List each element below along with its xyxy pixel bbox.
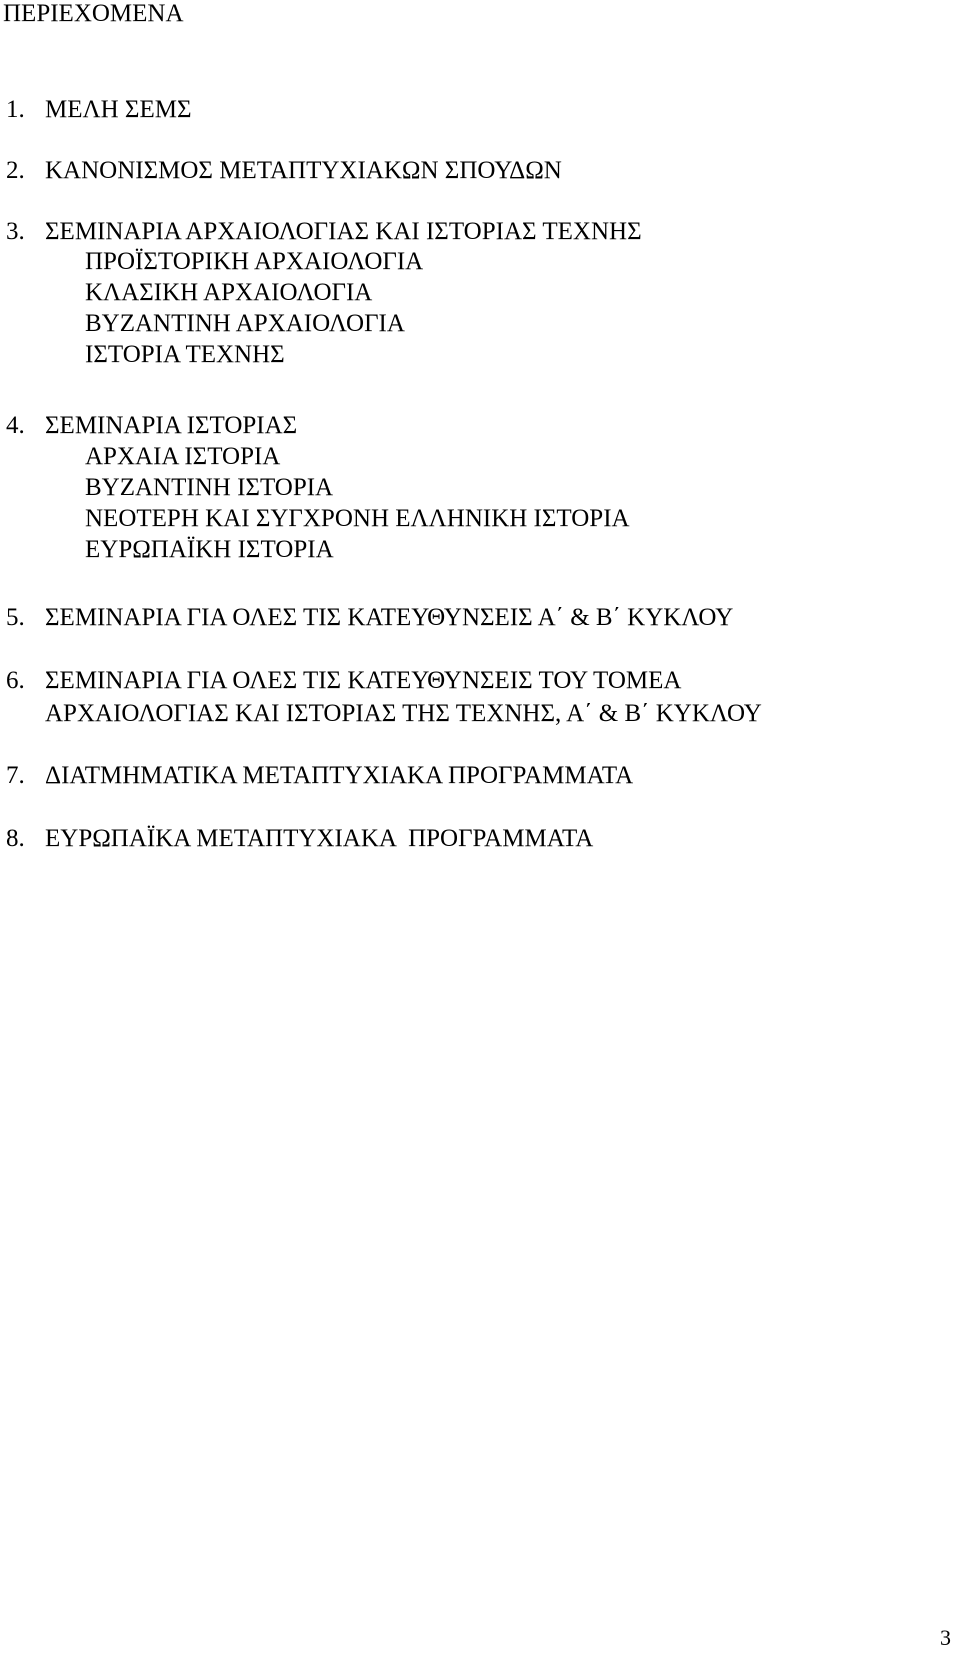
toc-entry-number: 8.	[6, 825, 25, 852]
toc-entry-number: 3.	[6, 218, 25, 245]
toc-entry-title: ΣΕΜΙΝΑΡΙΑ ΙΣΤΟΡΙΑΣ	[45, 412, 298, 439]
toc-entry-number: 5.	[6, 604, 25, 631]
toc-subitem: ΝΕΟΤΕΡΗ ΚΑΙ ΣΥΓΧΡΟΝΗ ΕΛΛΗΝΙΚΗ ΙΣΤΟΡΙΑ	[85, 505, 630, 532]
toc-entry-title: ΕΥΡΩΠΑΪΚΑ ΜΕΤΑΠΤΥΧΙΑΚΑ ΠΡΟΓΡΑΜΜΑΤΑ	[45, 825, 594, 852]
toc-entry-number: 7.	[6, 762, 25, 789]
toc-subitem: ΑΡΧΑΙΑ ΙΣΤΟΡΙΑ	[85, 443, 281, 470]
toc-subitem: ΕΥΡΩΠΑΪΚΗ ΙΣΤΟΡΙΑ	[85, 536, 334, 563]
toc-subitem: ΚΛΑΣΙΚΗ ΑΡΧΑΙΟΛΟΓΙΑ	[85, 279, 373, 306]
toc-subitem: ΒΥΖΑΝΤΙΝΗ ΑΡΧΑΙΟΛΟΓΙΑ	[85, 310, 405, 337]
toc-entry-number: 4.	[6, 412, 25, 439]
toc-heading: ΠΕΡΙΕΧΟΜΕΝΑ	[3, 0, 184, 27]
toc-entry-number: 1.	[6, 96, 25, 123]
page-number: 3	[940, 1625, 951, 1650]
toc-entry-title: ΣΕΜΙΝΑΡΙΑ ΓΙΑ ΟΛΕΣ ΤΙΣ ΚΑΤΕΥΘΥΝΣΕΙΣ ΤΟΥ ΤΟΜΕΑ	[45, 667, 682, 694]
toc-entry-title: ΚΑΝΟΝΙΣΜΟΣ ΜΕΤΑΠΤΥΧΙΑΚΩΝ ΣΠΟΥΔΩΝ	[45, 157, 562, 184]
toc-subitem: ΒΥΖΑΝΤΙΝΗ ΙΣΤΟΡΙΑ	[85, 474, 334, 501]
toc-subitem: ΠΡΟΪΣΤΟΡΙΚΗ ΑΡΧΑΙΟΛΟΓΙΑ	[85, 248, 424, 275]
toc-entry-title: ΔΙΑΤΜΗΜΑΤΙΚΑ ΜΕΤΑΠΤΥΧΙΑΚΑ ΠΡΟΓΡΑΜΜΑΤΑ	[45, 762, 634, 789]
toc-entry-title: ΣΕΜΙΝΑΡΙΑ ΑΡΧΑΙΟΛΟΓΙΑΣ ΚΑΙ ΙΣΤΟΡΙΑΣ ΤΕΧΝΗΣ	[45, 218, 642, 245]
toc-entry-number: 2.	[6, 157, 25, 184]
toc-entry-number: 6.	[6, 667, 25, 694]
toc-entry-title: ΣΕΜΙΝΑΡΙΑ ΓΙΑ ΟΛΕΣ ΤΙΣ ΚΑΤΕΥΘΥΝΣΕΙΣ Α΄ & Β΄ ΚΥΚΛΟΥ	[45, 604, 734, 631]
toc-subitem: ΙΣΤΟΡΙΑ ΤΕΧΝΗΣ	[85, 341, 285, 368]
toc-entry-title: ΜΕΛΗ ΣΕΜΣ	[45, 96, 192, 123]
toc-entry-title-continued: ΑΡΧΑΙΟΛΟΓΙΑΣ ΚΑΙ ΙΣΤΟΡΙΑΣ ΤΗΣ ΤΕΧΝΗΣ, Α΄ & Β΄ ΚΥΚΛΟΥ	[45, 700, 762, 727]
